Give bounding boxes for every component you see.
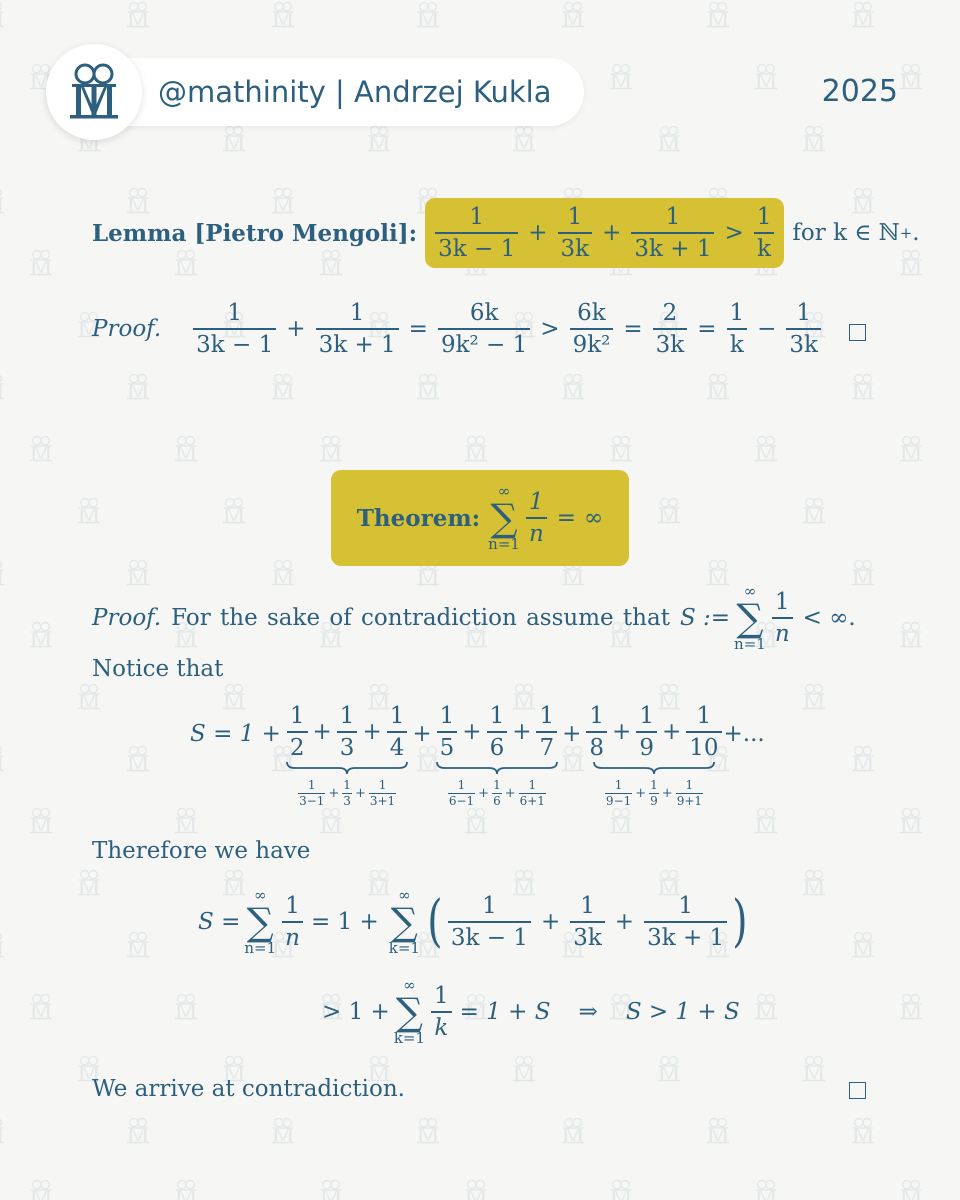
therefore-text: Therefore we have (92, 838, 311, 864)
watermark-logo-icon (0, 186, 6, 216)
underbrace (285, 761, 409, 775)
watermark-logo-icon (415, 0, 441, 30)
proof-frac-1: $\frac{1}{3k - 1}$ (193, 300, 276, 358)
underbrace-annotation: $\frac{1}{3-1}$ + $\frac{1}{3}$ + $\frac{1}{3+1}$ (299, 778, 396, 809)
watermark-logo-icon (898, 62, 924, 92)
watermark-logo-icon (0, 0, 6, 30)
watermark-logo-icon (173, 434, 199, 464)
lemma-label: Lemma [Pietro Mengoli]: (92, 219, 418, 247)
watermark-logo-icon (0, 1116, 6, 1146)
underbrace (435, 761, 559, 775)
watermark-logo-icon (28, 434, 54, 464)
expansion-frac: $\frac{1}{10}$ (686, 703, 721, 761)
watermark-logo-icon (463, 1178, 489, 1200)
eq1-frac-3: $\frac{1}{3k + 1}$ (644, 893, 727, 951)
lemma-proof-line: Proof. $\frac{1}{3k - 1}$ + $\frac{1}{3k + 1}$ = $\frac{6k}{\text{9k² − 1}}$ > $\frac{6k}{\text{9k²}}$ = $\frac{2}{3k}$ = $\frac{1}{k}$ − $\frac{1}{3k}$ (92, 300, 823, 358)
expansion-frac: $\frac{1}{9}$ (636, 703, 657, 761)
theorem-rhs: ∞ (584, 505, 604, 531)
logo-badge (46, 44, 142, 140)
eq2-frac: $\frac{1}{k}$ (431, 983, 452, 1041)
notice-text: Notice that (92, 656, 224, 682)
denominator: k (757, 235, 772, 262)
watermark-logo-icon (270, 372, 296, 402)
watermark-logo-icon (705, 0, 731, 30)
underbrace-annotation: $\frac{1}{9-1}$ + $\frac{1}{9}$ + $\frac{1}{9+1}$ (605, 778, 703, 809)
denominator: 3k (560, 235, 590, 262)
expansion-frac: $\frac{1}{6}$ (487, 703, 508, 761)
watermark-logo-icon (753, 434, 779, 464)
s-def-tail: < ∞. (802, 605, 856, 631)
watermark-logo-icon (318, 1178, 344, 1200)
notice-line (92, 656, 223, 682)
eq2-conclusion: S > 1 + S (625, 999, 740, 1025)
watermark-logo-icon (28, 248, 54, 278)
eq2-rest: = 1 + S (459, 999, 551, 1025)
expansion-groups: $\frac{1}{2}$ + $\frac{1}{3}$ + $\frac{1}{4}$ $\frac{1}{3-1}$ + $\frac{1}{3}$ + $\frac{1}{3+1}$ + $\frac{1}{5}$ + $\frac{1}{6}$ + $\frac{1}{7}$ $\frac{1}{6-1}$ + $\frac{1}{6}$ + $\frac{1}{6+1}$ + $\frac{1}{8}$ + $\frac{1}{9}$ + $\frac{1}{10}$ $\frac{1}{9-1}$ + $\frac{1}{9}$ + $\frac{1}{9+1}$ (285, 703, 724, 809)
lemma-frac-1 (435, 204, 518, 262)
expansion-frac: $\frac{1}{8}$ (586, 703, 607, 761)
qed-square-icon (849, 1082, 866, 1099)
underbrace (592, 761, 716, 775)
watermark-logo-icon (511, 124, 537, 154)
watermark-logo-icon (76, 682, 102, 712)
denominator: 3k + 1 (634, 235, 712, 262)
eq1-mid: = 1 + (310, 909, 379, 935)
watermark-logo-icon (173, 1178, 199, 1200)
expansion-line (190, 703, 765, 809)
watermark-logo-icon (221, 496, 247, 526)
watermark-logo-icon (753, 62, 779, 92)
proof-frac-7: $\frac{1}{3k}$ (786, 300, 821, 358)
theorem-proof-text: For the sake of contradiction assume that (171, 605, 670, 631)
eq1-sum-k: ∞ ∑ k=1 (388, 886, 420, 957)
watermark-logo-icon (705, 372, 731, 402)
watermark-logo-icon (801, 868, 827, 898)
theorem-label: Theorem: (356, 504, 481, 532)
implies-arrow: ⇒ (578, 999, 598, 1025)
denominator: 3k − 1 (438, 235, 516, 262)
watermark-logo-icon (415, 372, 441, 402)
therefore-line (92, 838, 310, 864)
proof-frac-6: $\frac{1}{k}$ (727, 300, 748, 358)
eq1-lhs: S = (198, 909, 241, 935)
watermark-logo-icon (221, 124, 247, 154)
watermark-logo-icon (28, 992, 54, 1022)
watermark-logo-icon (125, 744, 151, 774)
watermark-logo-icon (270, 1116, 296, 1146)
watermark-logo-icon (560, 1116, 586, 1146)
watermark-logo-icon (0, 744, 6, 774)
watermark-logo-icon (125, 930, 151, 960)
watermark-logo-icon (898, 806, 924, 836)
numerator: 1 (756, 204, 772, 230)
theorem-sum: ∞ ∑ n=1 (488, 482, 520, 553)
expansion-frac: $\frac{1}{2}$ (287, 703, 308, 761)
lemma-frac-3 (631, 204, 714, 262)
lemma-condition-end: . (912, 220, 920, 247)
lemma-condition: for k ∈ ℕ (792, 220, 900, 247)
watermark-logo-icon (608, 806, 634, 836)
watermark-logo-icon (850, 744, 876, 774)
closing-line (92, 1076, 405, 1102)
theorem-frac: $\frac{1}{n}$ (526, 489, 547, 547)
watermark-logo-icon (270, 0, 296, 30)
numerator: 1 (567, 204, 583, 230)
watermark-logo-icon (318, 434, 344, 464)
expansion-frac: $\frac{1}{3}$ (337, 703, 358, 761)
watermark-logo-icon (125, 1116, 151, 1146)
proof-frac-3: $\frac{6k}{\text{9k² − 1}}$ (438, 300, 530, 358)
watermark-logo-icon (125, 372, 151, 402)
watermark-logo-icon (366, 124, 392, 154)
watermark-logo-icon (801, 1054, 827, 1084)
qed-square-icon (849, 324, 866, 341)
watermark-logo-icon (608, 434, 634, 464)
watermark-logo-icon (850, 0, 876, 30)
watermark-logo-icon (656, 124, 682, 154)
watermark-logo-icon (76, 868, 102, 898)
watermark-logo-icon (415, 1116, 441, 1146)
equation-2 (322, 978, 740, 1046)
watermark-logo-icon (560, 0, 586, 30)
watermark-logo-icon (0, 558, 6, 588)
watermark-logo-icon (656, 1054, 682, 1084)
eq2-sum: ∞ ∑ k=1 (393, 976, 426, 1047)
watermark-logo-icon (801, 496, 827, 526)
mathinity-logo-icon (66, 62, 122, 122)
watermark-logo-icon (656, 496, 682, 526)
brace-group: $\frac{1}{5}$ + $\frac{1}{6}$ + $\frac{1}{7}$ $\frac{1}{6-1}$ + $\frac{1}{6}$ + $\frac{1}{6+1}$ (435, 703, 559, 809)
lemma-frac-2 (558, 204, 593, 262)
watermark-logo-icon (511, 1054, 537, 1084)
eq1-frac-2: $\frac{1}{3k}$ (570, 893, 605, 951)
watermark-logo-icon (705, 1116, 731, 1146)
watermark-logo-icon (753, 992, 779, 1022)
watermark-logo-icon (76, 496, 102, 526)
brace-group: $\frac{1}{2}$ + $\frac{1}{3}$ + $\frac{1}{4}$ $\frac{1}{3-1}$ + $\frac{1}{3}$ + $\frac{1}{3+1}$ (285, 703, 409, 809)
theorem-proof-label: Proof. (92, 605, 162, 631)
watermark-logo-icon (898, 1178, 924, 1200)
watermark-logo-icon (850, 372, 876, 402)
lemma-rhs-frac (754, 204, 775, 262)
lemma-proof-label: Proof. (92, 316, 162, 343)
underbrace-annotation: $\frac{1}{6-1}$ + $\frac{1}{6}$ + $\frac{1}{6+1}$ (448, 778, 545, 809)
equation-1: S = ∞ ∑ n=1 $\frac{1}{n}$ = 1 + ∞ ∑ k=1 ( $\frac{1}{3k - 1}$ + $\frac{1}{3k}$ + $\frac{1}{3k + 1}$ ) (198, 886, 748, 957)
watermark-logo-icon (753, 806, 779, 836)
watermark-logo-icon (801, 124, 827, 154)
s-definition: S := (679, 605, 731, 631)
watermark-logo-icon (898, 620, 924, 650)
expansion-frac: $\frac{1}{5}$ (437, 703, 458, 761)
watermark-logo-icon (463, 434, 489, 464)
watermark-logo-icon (463, 806, 489, 836)
expansion-frac: $\frac{1}{4}$ (387, 703, 408, 761)
s-def-sum: ∞ ∑ n=1 (734, 582, 766, 653)
watermark-logo-icon (318, 806, 344, 836)
lemma-line (92, 198, 920, 268)
brace-group: $\frac{1}{8}$ + $\frac{1}{9}$ + $\frac{1}{10}$ $\frac{1}{9-1}$ + $\frac{1}{9}$ + $\frac{1}{9+1}$ (584, 703, 723, 809)
watermark-logo-icon (608, 1178, 634, 1200)
year-label: 2025 (821, 74, 898, 109)
watermark-logo-icon (28, 1178, 54, 1200)
author-handle: @mathinity | Andrzej Kukla (158, 75, 552, 109)
expansion-lhs: S = 1 + (190, 721, 281, 747)
watermark-logo-icon (801, 682, 827, 712)
eq1-frac-1: $\frac{1}{3k - 1}$ (448, 893, 531, 951)
lemma-condition-sub: + (899, 224, 913, 243)
closing-text: We arrive at contradiction. (92, 1076, 405, 1102)
watermark-logo-icon (898, 434, 924, 464)
expansion-frac: $\frac{1}{7}$ (536, 703, 557, 761)
theorem-proof-line (92, 584, 856, 652)
eq1-frac: $\frac{1}{n}$ (282, 893, 303, 951)
watermark-logo-icon (0, 372, 6, 402)
s-def-frac: $\frac{1}{n}$ (772, 589, 793, 647)
theorem-box: Theorem: ∞ ∑ n=1 $\frac{1}{n}$ = ∞ (331, 470, 629, 566)
eq2-lhs: > 1 + (322, 999, 390, 1025)
eq1-sum-n: ∞ ∑ n=1 (244, 886, 277, 957)
watermark-logo-icon (560, 372, 586, 402)
watermark-logo-icon (28, 806, 54, 836)
expansion-ellipsis: +... (723, 721, 765, 747)
watermark-logo-icon (0, 930, 6, 960)
watermark-logo-icon (898, 992, 924, 1022)
watermark-logo-icon (173, 992, 199, 1022)
watermark-logo-icon (753, 1178, 779, 1200)
proof-frac-5: $\frac{2}{3k}$ (653, 300, 688, 358)
proof-frac-4: $\frac{6k}{\text{9k²}}$ (570, 300, 614, 358)
numerator: 1 (469, 204, 484, 230)
watermark-logo-icon (173, 806, 199, 836)
watermark-logo-icon (850, 1116, 876, 1146)
lemma-highlight: $\frac{1}{3k - 1}$ + $\frac{1}{3k}$ + $\frac{1}{3k + 1}$ > $\frac{1}{k}$ (425, 198, 784, 268)
numerator: 1 (665, 204, 681, 230)
watermark-logo-icon (28, 620, 54, 650)
watermark-logo-icon (608, 62, 634, 92)
proof-frac-2: $\frac{1}{3k + 1}$ (316, 300, 399, 358)
watermark-logo-icon (125, 0, 151, 30)
watermark-logo-icon (850, 930, 876, 960)
